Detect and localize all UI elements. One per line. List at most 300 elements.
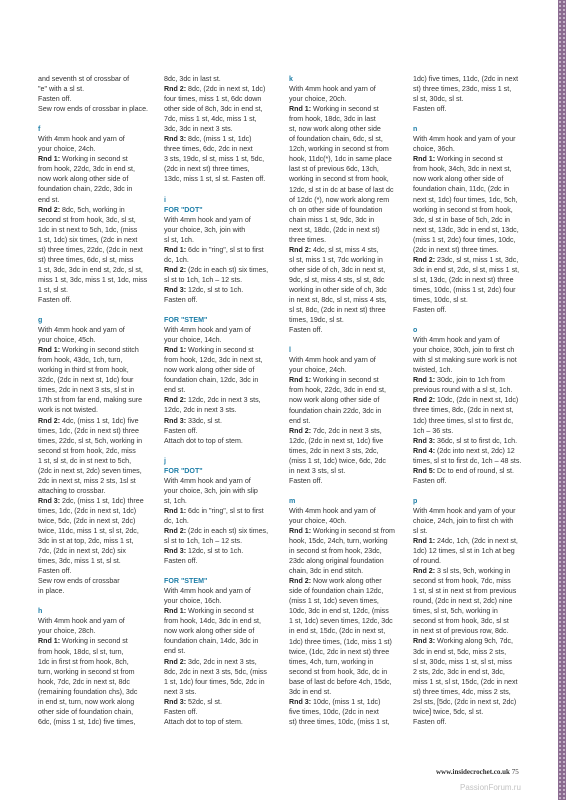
section-gap	[164, 566, 277, 576]
round-text: 8dc, (miss 1 st, 1dc)	[186, 135, 252, 144]
text-line: your choice, 24ch.	[38, 145, 96, 154]
text-line: second st from hook, 3dc, sl st	[413, 617, 509, 626]
text-line: now work along other side of	[38, 175, 129, 184]
text-line: With 4mm hook and yarn of your	[413, 506, 516, 515]
text-line: 1dc in st next to 5ch, 1dc, (miss	[38, 225, 138, 234]
text-line: four times, miss 1 st, 6dc down	[164, 95, 262, 104]
text-line: hook, 7dc, 2dc in next st, 8dc	[38, 677, 130, 686]
text-line: 7dc, (2dc in next st, 2dc) six	[38, 547, 126, 556]
round-label: Rnd 2:	[164, 526, 187, 535]
round-label: Rnd 1:	[164, 245, 187, 254]
text-line: times, 1dc, (2dc in next st) three	[38, 426, 139, 435]
round-text: 23dc, sl st, miss 1 st, 3dc,	[435, 255, 519, 264]
section-gap	[38, 305, 151, 315]
text-line: 3dc, 3dc in next 3 sts.	[164, 125, 233, 134]
text-line: other side of foundation chain,	[38, 707, 134, 716]
text-line: work is not twisted.	[38, 406, 98, 415]
text-line: times, 10dc, (miss 1 st, 2dc) four	[413, 285, 516, 294]
text-line: choice, 36ch.	[413, 145, 455, 154]
text-line: times, 1dc, (2dc in next st, 1dc)	[38, 506, 137, 515]
round-instruction	[164, 606, 277, 616]
text-line: from hook, 18dc, sl st, turn,	[38, 647, 124, 656]
sub-heading-label: FOR "DOT"	[164, 205, 203, 214]
text-line: With 4mm hook and yarn of	[164, 215, 251, 224]
text-line: 1 st, sl st in next st from previous	[413, 587, 517, 596]
round-text: 12dc, sl st to 1ch.	[186, 285, 244, 294]
round-text: 36dc, sl st to first dc, 1ch.	[435, 436, 518, 445]
round-text: Working in second st	[435, 155, 503, 164]
text-line: times, 22dc, sl st, 5ch, working in	[38, 436, 143, 445]
text-line: 1 st, 1dc) four times, 5dc, 2dc in	[164, 677, 265, 686]
round-instruction	[164, 506, 277, 516]
round-text: 10dc, (2dc in next st, 1dc)	[435, 396, 519, 405]
text-line: dc, 1ch.	[164, 516, 189, 525]
text-line: With 4mm hook and yarn of	[38, 135, 125, 144]
text-line: sl st.	[413, 526, 428, 535]
text-line: from hook, 22dc, 3dc in end st,	[38, 165, 136, 174]
text-line: next st, 13dc, 3dc in end st, 13dc,	[413, 225, 519, 234]
text-line: Fasten off.	[38, 567, 72, 576]
text-line: with sl st making sure work is not	[413, 356, 517, 365]
text-line: your choice, 3ch, join with	[164, 225, 246, 234]
text-line: foundation chain 22dc, 3dc in	[289, 406, 382, 415]
text-line: other side of 8ch, 3dc in end st,	[164, 105, 263, 114]
round-label: Rnd 3:	[164, 135, 187, 144]
text-line: 7dc, miss 1 st, 4dc, miss 1 st,	[164, 115, 257, 124]
text-line: 9dc, sl st, miss 4 sts, sl st, 8dc	[289, 275, 385, 284]
text-line: 17th st from far end, making sure	[38, 396, 143, 405]
section-gap	[289, 335, 402, 345]
text-line: twisted, 1ch.	[413, 366, 453, 375]
text-line: last st of previous 6dc, 13ch,	[289, 165, 379, 174]
text-line: With 4mm hook and yarn of	[289, 506, 376, 515]
text-line: your choice, 14ch.	[164, 336, 222, 345]
text-line: miss 1 st, sl st, 15dc, (2dc in next	[413, 677, 518, 686]
round-label: Rnd 2:	[289, 245, 312, 254]
text-column-1	[38, 74, 151, 727]
round-label: Rnd 1:	[289, 105, 312, 114]
text-line: st) three times, 10dc, (miss 1 st,	[289, 717, 390, 726]
footer-site-url: www.insidecrochet.co.uk	[436, 768, 510, 776]
text-line: 3dc in end st, 2dc, sl st, miss 1 st,	[413, 265, 520, 274]
text-line: With 4mm hook and yarn of	[164, 326, 251, 335]
text-line: from hook, 14dc, 3dc in end st,	[164, 617, 262, 626]
text-line: hook, 11dc(*), 1dc in same place	[289, 155, 392, 164]
text-line: sl st, miss 1 st, 7dc working in	[289, 255, 383, 264]
text-line: Fasten off.	[164, 557, 198, 566]
text-line: (2dc in next st, 2dc) seven times,	[38, 466, 142, 475]
sub-heading-label: FOR "STEM"	[164, 577, 208, 586]
round-instruction	[164, 395, 277, 405]
round-label: Rnd 1:	[38, 346, 61, 355]
text-line: previous round with a sl st, 1ch.	[413, 386, 513, 395]
round-label: Rnd 3:	[164, 697, 187, 706]
round-label: Rnd 1:	[164, 346, 187, 355]
text-line: 2 sts, 2dc, 3dc in end st, 3dc,	[413, 667, 505, 676]
round-label: Rnd 2:	[38, 205, 61, 214]
text-line: 10dc, 3dc in end st, 12dc, (miss	[289, 607, 389, 616]
text-line: With 4mm hook and yarn of your	[413, 135, 516, 144]
section-gap	[164, 446, 277, 456]
round-label: Rnd 5:	[413, 466, 436, 475]
text-line: foundation chain, 12dc, 3dc in	[164, 376, 259, 385]
text-line: (2dc in next st) three times,	[164, 165, 250, 174]
round-text: 12dc, 2dc in next 3 sts,	[186, 396, 261, 405]
text-line: sl st to 1ch, 1ch – 12 sts.	[164, 537, 243, 546]
text-line: now work along other side of	[289, 396, 380, 405]
text-line: times, 4ch, turn, working in	[289, 657, 374, 666]
text-line: 3dc in st at top, 2dc, miss 1 st,	[38, 537, 134, 546]
text-line: 1dc) three times, sl st to first dc,	[413, 416, 514, 425]
text-line: With 4mm hook and yarn of	[289, 356, 376, 365]
round-text: 4dc, (miss 1 st, 1dc) five	[60, 416, 139, 425]
round-instruction	[38, 496, 151, 506]
text-line: working in second st from hook,	[413, 205, 513, 214]
text-line: working in second st from hook,	[289, 175, 389, 184]
text-line: 12dc, 2dc in next 3 sts.	[164, 406, 237, 415]
text-line: 12dc, (2dc in next st, 1dc) five	[289, 436, 384, 445]
round-label: Rnd 2:	[164, 396, 187, 405]
watermark: PassionForum.ru	[460, 783, 521, 792]
text-line: in next 3 sts, sl st.	[289, 466, 346, 475]
text-line: 1 st, 1dc) six times, (2dc in next	[38, 235, 138, 244]
letter-heading: g	[38, 316, 43, 325]
text-line: your choice, 3ch, join with slip	[164, 486, 258, 495]
text-line: times, 10dc, sl st.	[413, 295, 468, 304]
round-label: Rnd 1:	[289, 527, 312, 536]
text-line: your choice, 20ch.	[289, 95, 347, 104]
text-line: Fasten off.	[164, 295, 198, 304]
round-instruction	[38, 345, 151, 355]
text-line: 12ch, working in second st from	[289, 145, 389, 154]
round-instruction	[38, 205, 151, 215]
round-text: 3 sl sts, 9ch, working in	[435, 567, 511, 576]
text-line: three times, 6dc, 2dc in next	[164, 145, 253, 154]
round-instruction	[164, 265, 277, 275]
round-label: Rnd 1:	[413, 376, 436, 385]
text-line: twice, 11dc, miss 1 st, sl st, 2dc,	[38, 527, 139, 536]
letter-heading: j	[164, 456, 166, 465]
text-line: 6dc, (miss 1 st, 1dc) five times,	[38, 717, 136, 726]
round-text: 12dc, sl st to 1ch.	[186, 547, 244, 556]
round-instruction	[38, 636, 151, 646]
text-line: 1 st, sl st.	[38, 285, 68, 294]
text-line: other side of ch, 3dc in next st,	[289, 265, 386, 274]
round-instruction	[38, 154, 151, 164]
text-line: in place.	[38, 587, 65, 596]
round-label: Rnd 1:	[164, 506, 187, 515]
text-line: second st from hook, 2dc, miss	[38, 446, 136, 455]
text-line: foundation chain, 11dc, (2dc in	[413, 185, 510, 194]
text-line: Fasten off.	[38, 95, 72, 104]
round-instruction	[289, 697, 402, 707]
section-gap	[38, 114, 151, 124]
letter-heading: p	[413, 496, 418, 505]
round-instruction	[164, 416, 277, 426]
round-instruction	[289, 104, 402, 114]
text-line: Fasten off.	[164, 426, 198, 435]
section-gap	[413, 315, 526, 325]
round-instruction	[413, 154, 526, 164]
text-line: st) three times, 23dc, miss 1 st,	[413, 85, 512, 94]
text-line: With 4mm hook and yarn of	[164, 476, 251, 485]
text-line: end st.	[164, 647, 186, 656]
section-gap	[413, 114, 526, 124]
round-label: Rnd 2:	[164, 85, 187, 94]
text-line: 1 st, 1dc) seven times, 12dc, 3dc	[289, 617, 393, 626]
round-instruction	[413, 255, 526, 265]
round-instruction	[413, 536, 526, 546]
text-line: foundation chain, 22dc, 3dc in	[38, 185, 133, 194]
letter-heading: m	[289, 496, 296, 505]
text-line: end st.	[164, 386, 186, 395]
page-footer	[436, 768, 519, 776]
text-line: Attach dot to top of stem.	[164, 717, 243, 726]
text-line: working in other side of ch, 3dc	[289, 285, 387, 294]
text-line: second st from hook, 3dc, sl st,	[38, 215, 136, 224]
text-line: in end st, 15dc, (2dc in next st,	[289, 627, 386, 636]
round-instruction	[413, 375, 526, 385]
round-text: Working in second st	[186, 607, 254, 616]
round-text: (2dc in each st) six times,	[186, 526, 269, 535]
text-line: twice, (1dc, 2dc in next st) three	[289, 647, 390, 656]
text-line: With 4mm hook and yarn of	[164, 587, 251, 596]
text-line: With 4mm hook and yarn of	[289, 85, 376, 94]
round-text: 3dc, 2dc in next 3 sts,	[186, 657, 257, 666]
round-label: Rnd 3:	[413, 436, 436, 445]
round-instruction	[413, 395, 526, 405]
text-line: sl st to 1ch, 1ch – 12 sts.	[164, 275, 243, 284]
text-line: times, sl st to first dc, 1ch – 48 sts.	[413, 456, 522, 465]
text-column-2	[164, 74, 277, 727]
text-line: next st, 1dc) four times, 1dc, 5ch,	[413, 195, 518, 204]
text-line: hook, 15dc, 24ch, turn, working	[289, 537, 388, 546]
text-line: 3dc, sl st in base of 5ch, 2dc in	[413, 215, 511, 224]
round-instruction	[38, 416, 151, 426]
text-line: 32dc, (2dc in next st, 1dc) four	[38, 376, 134, 385]
round-instruction	[164, 285, 277, 295]
text-line: sl st, 8dc, (2dc in next st) three	[289, 306, 386, 315]
round-instruction	[164, 526, 277, 536]
round-instruction	[289, 375, 402, 385]
round-text: 6dc in "ring", sl st to first	[186, 506, 264, 515]
text-line: foundation chain, 14dc, 3dc in	[164, 637, 259, 646]
text-line: your choice, 24ch.	[289, 366, 347, 375]
text-line: three times.	[289, 235, 327, 244]
text-line: Fasten off.	[289, 326, 323, 335]
round-instruction	[413, 636, 526, 646]
round-text: 24dc, 1ch, (2dc in next st,	[435, 537, 518, 546]
footer-page-number: 75	[511, 768, 519, 776]
round-label: Rnd 1:	[38, 637, 61, 646]
round-text: 8dc, (2dc in next st, 1dc)	[186, 85, 266, 94]
text-line: second st from hook, 3dc, dc in	[289, 667, 388, 676]
round-label: Rnd 2:	[289, 577, 312, 586]
section-gap	[413, 486, 526, 496]
text-line: With 4mm hook and yarn of	[38, 326, 125, 335]
text-line: Fasten off.	[413, 306, 447, 315]
text-line: your choice, 40ch.	[289, 516, 347, 525]
text-line: working in third st from hook,	[38, 366, 129, 375]
text-line: (remaining foundation chs), 3dc	[38, 687, 138, 696]
round-text: Working in second st from	[311, 527, 395, 536]
round-text: (2dc into next st, 2dc) 12	[435, 446, 515, 455]
text-line: base of last dc before 4ch, 15dc,	[289, 677, 392, 686]
round-label: Rnd 2:	[164, 265, 187, 274]
text-line: sl st, 30dc, miss 1 st, sl st, miss	[413, 657, 512, 666]
text-line: choice, 24ch, join to first ch with	[413, 516, 514, 525]
text-line: second st from hook, 7dc, miss	[413, 577, 511, 586]
text-line: times, 3dc, miss 1 st, sl st.	[38, 557, 121, 566]
round-text: (2dc in each st) six times,	[186, 265, 269, 274]
text-line: of round.	[413, 557, 442, 566]
round-label: Rnd 3:	[38, 496, 61, 505]
text-line: Fasten off.	[164, 707, 198, 716]
text-line: of foundation chain, 6dc, sl st,	[289, 135, 383, 144]
text-line: sl st, 30dc, sl st.	[413, 95, 464, 104]
round-label: Rnd 2:	[38, 416, 61, 425]
text-line: twice] twice, 5dc, sl st.	[413, 707, 484, 716]
text-line: 13dc, miss 1 st, sl st. Fasten off.	[164, 175, 266, 184]
text-line: Sew row ends of crossbar	[38, 577, 120, 586]
letter-heading: i	[164, 195, 166, 204]
round-label: Rnd 3:	[164, 547, 187, 556]
text-line: end st.	[38, 195, 60, 204]
text-line: 3 sts, 19dc, sl st, miss 1 st, 5dc,	[164, 155, 265, 164]
text-line: chain, 3dc in end stitch.	[289, 567, 364, 576]
round-label: Rnd 1:	[413, 155, 436, 164]
text-line: With 4mm hook and yarn of	[38, 617, 125, 626]
text-line: 2sl sts, [5dc, (2dc in next st, 2dc)	[413, 697, 517, 706]
text-line: from hook, 12dc, 3dc in next st,	[164, 356, 263, 365]
text-line: sl st, 1ch.	[164, 235, 194, 244]
text-column-3	[289, 74, 402, 727]
sub-heading	[164, 205, 277, 215]
round-label: Rnd 1:	[413, 537, 436, 546]
round-instruction	[413, 466, 526, 476]
text-line: 2dc in next st, miss 2 sts, 1sl st	[38, 476, 136, 485]
round-label: Rnd 3:	[164, 416, 187, 425]
text-line: your choice, 28ch.	[38, 627, 96, 636]
letter-heading: k	[289, 75, 293, 83]
text-line: dc, 1ch.	[164, 255, 189, 264]
round-text: 30dc, join to 1ch from	[435, 376, 505, 385]
round-label: Rnd 1:	[289, 376, 312, 385]
round-label: Rnd 2:	[413, 567, 436, 576]
round-text: Dc to end of round, sl st.	[435, 466, 514, 475]
text-line: st, now work along other side	[289, 125, 381, 134]
round-instruction	[413, 566, 526, 576]
text-line: times, 2dc in next 3 sts, 2dc,	[289, 446, 379, 455]
text-line: 1ch – 36 sts.	[413, 426, 454, 435]
text-line: 1dc in first st from hook, 8ch,	[38, 657, 129, 666]
round-instruction	[164, 345, 277, 355]
round-label: Rnd 3:	[289, 697, 312, 706]
sub-heading-label: FOR "STEM"	[164, 316, 208, 325]
text-line: ch on other side of foundation	[289, 205, 383, 214]
round-label: Rnd 4:	[413, 446, 436, 455]
text-line: 3dc in end st, 5dc, miss 2 sts,	[413, 647, 507, 656]
text-line: st, 1ch.	[164, 496, 187, 505]
text-line: turn, working in second st from	[38, 667, 135, 676]
text-line: 1dc) five times, 11dc, (2dc in next	[413, 75, 519, 83]
letter-heading: o	[413, 326, 418, 335]
text-column-4	[413, 74, 526, 727]
text-line: (miss 1 st, 2dc) four times, 10dc,	[413, 235, 516, 244]
text-line: Fasten off.	[413, 717, 447, 726]
text-line: your choice, 45ch.	[38, 336, 96, 345]
text-line: 8dc, 3dc in last st.	[164, 75, 221, 83]
round-label: Rnd 3:	[164, 285, 187, 294]
text-line: Attach dot to top of stem.	[164, 436, 243, 445]
section-gap	[38, 596, 151, 606]
round-instruction	[164, 134, 277, 144]
text-line: from hook, 22dc, 3dc in end st,	[289, 386, 387, 395]
text-line: 23dc along original foundation	[289, 557, 384, 566]
round-text: Working in second st	[311, 376, 379, 385]
round-text: 6dc in "ring", sl st to first	[186, 245, 264, 254]
text-line: in next st, 8dc, sl st, miss 4 sts,	[289, 296, 387, 305]
letter-heading: h	[38, 607, 43, 616]
section-gap	[164, 185, 277, 195]
text-line: Fasten off.	[38, 295, 72, 304]
text-line: sl st, 13dc, (2dc in next st) three	[413, 275, 514, 284]
text-line: now work along other side of	[164, 627, 255, 636]
section-gap	[164, 305, 277, 315]
section-gap	[289, 486, 402, 496]
text-line: of 12dc (*), now work along rem	[289, 195, 390, 204]
text-line: 3dc in end st.	[289, 687, 332, 696]
round-instruction	[413, 436, 526, 446]
round-text: Working in second stitch	[60, 346, 139, 355]
text-line: twice, 5dc, (2dc in next st, 2dc)	[38, 516, 136, 525]
round-label: Rnd 1:	[38, 155, 61, 164]
round-text: 2dc, (miss 1 st, 1dc) three	[60, 496, 144, 505]
text-line: 1dc) three times, (1dc, miss 1 st)	[289, 637, 392, 646]
text-line: "e" with a sl st.	[38, 85, 85, 94]
text-line: from hook, 18dc, 3dc in last	[289, 115, 376, 124]
sub-heading	[164, 466, 277, 476]
text-line: in second st from hook, 23dc,	[289, 547, 382, 556]
round-instruction	[289, 526, 402, 536]
text-line: end st.	[289, 416, 311, 425]
round-text: Working in second st	[60, 637, 128, 646]
text-line: round, (2dc in next st, 2dc) nine	[413, 597, 513, 606]
text-line: in next st of previous row, 8dc.	[413, 627, 509, 636]
text-line: st) three times, 22dc, (2dc in next	[38, 245, 143, 254]
text-line: now work along other side of	[164, 366, 255, 375]
round-text: 8dc, 5ch, working in	[60, 205, 125, 214]
text-line: Fasten off.	[413, 476, 447, 485]
text-line: Fasten off.	[413, 105, 447, 114]
round-text: 4dc, sl st, miss 4 sts,	[311, 245, 379, 254]
round-label: Rnd 2:	[164, 657, 187, 666]
text-line: attaching to crossbar.	[38, 486, 106, 495]
round-text: Now work along other	[311, 577, 382, 586]
round-label: Rnd 2:	[413, 396, 436, 405]
text-line: st) three times, 4dc, miss 2 sts,	[413, 687, 511, 696]
round-label: Rnd 3:	[413, 637, 436, 646]
round-instruction	[164, 697, 277, 707]
text-line: times, sl st, 5ch, working in	[413, 607, 498, 616]
page-edge-strip	[558, 0, 566, 800]
text-line: in end st, turn, now work along	[38, 697, 135, 706]
text-line: from hook, 34ch, 3dc in next st,	[413, 165, 512, 174]
text-line: With 4mm hook and yarn of	[413, 336, 500, 345]
text-line: st) three times, 6dc, sl st, miss	[38, 255, 134, 264]
text-line: and seventh st of crossbar of	[38, 75, 130, 83]
sub-heading	[164, 315, 277, 325]
